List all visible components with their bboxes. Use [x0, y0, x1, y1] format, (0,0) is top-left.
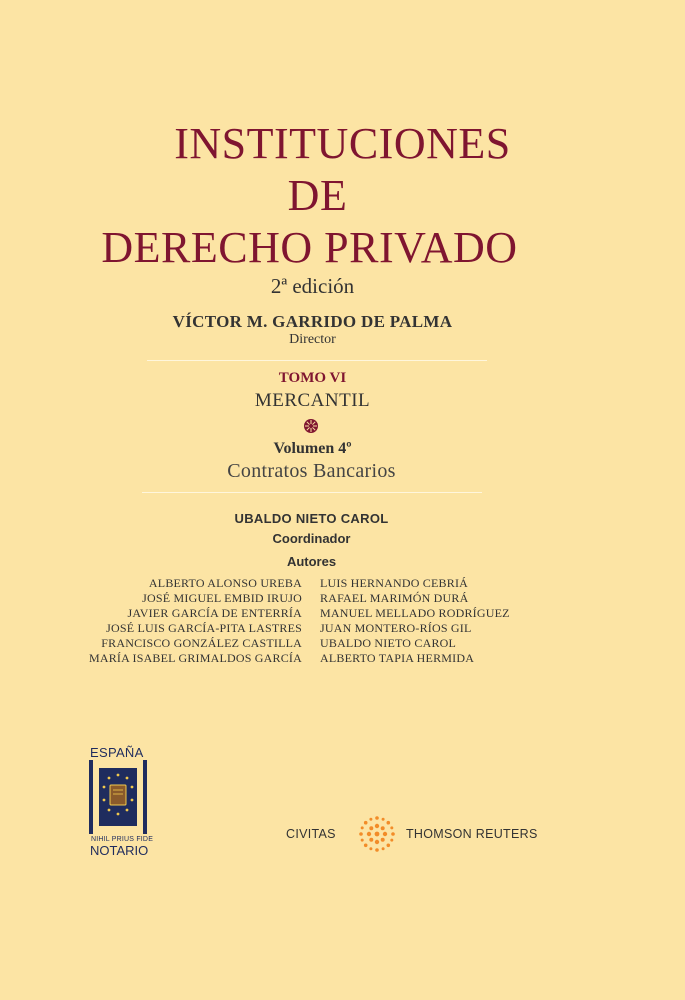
- director-role: Director: [289, 332, 336, 347]
- thomson-reuters-logo-icon: [356, 813, 398, 855]
- civitas-label: CIVITAS: [286, 827, 336, 841]
- seal-top-text: ESPAÑA: [90, 745, 144, 760]
- author-name: MARÍA ISABEL GRIMALDOS GARCÍA: [88, 651, 302, 665]
- authors-heading: Autores: [286, 554, 337, 569]
- author-name: UBALDO NIETO CAROL: [320, 636, 457, 650]
- title-line-3: DERECHO PRIVADO: [101, 223, 518, 272]
- title-line-1: INSTITUCIONES: [174, 119, 511, 168]
- coordinator-role: Coordinador: [272, 531, 351, 546]
- author-name: ALBERTO TAPIA HERMIDA: [320, 651, 475, 665]
- author-name: MANUEL MELLADO RODRÍGUEZ: [320, 606, 510, 620]
- notary-seal-icon: [89, 760, 147, 834]
- tomo-subject: MERCANTIL: [254, 390, 371, 411]
- coordinator-name: UBALDO NIETO CAROL: [234, 511, 389, 526]
- author-name: FRANCISCO GONZÁLEZ CASTILLA: [101, 636, 302, 650]
- authors-right-column: [320, 576, 510, 666]
- tomo-label: TOMO VI: [278, 370, 347, 386]
- divider-top: [147, 360, 487, 361]
- author-name: LUIS HERNANDO CEBRIÁ: [320, 576, 468, 590]
- author-name: ALBERTO ALONSO UREBA: [148, 576, 302, 590]
- volumen-label: Volumen 4º: [273, 440, 352, 457]
- author-name: RAFAEL MARIMÓN DURÁ: [320, 591, 469, 605]
- author-name: JAVIER GARCÍA DE ENTERRÍA: [127, 606, 302, 620]
- author-name: JOSÉ MIGUEL EMBID IRUJO: [142, 591, 302, 605]
- ornament-icon: [303, 418, 319, 434]
- volumen-subject: Contratos Bancarios: [227, 460, 396, 482]
- seal-motto: NIHIL PRIUS FIDE: [91, 836, 154, 843]
- seal-bottom-text: NOTARIO: [90, 843, 149, 858]
- author-name: JOSÉ LUIS GARCÍA-PITA LASTRES: [106, 621, 302, 635]
- thomson-reuters-label: THOMSON REUTERS: [406, 827, 538, 841]
- title-line-2: DE: [287, 171, 348, 220]
- edition: 2ª edición: [270, 274, 355, 298]
- divider-bottom: [142, 492, 482, 493]
- director-name: VÍCTOR M. GARRIDO DE PALMA: [172, 312, 453, 331]
- author-name: JUAN MONTERO-RÍOS GIL: [320, 621, 472, 635]
- authors-left-column: [89, 576, 302, 666]
